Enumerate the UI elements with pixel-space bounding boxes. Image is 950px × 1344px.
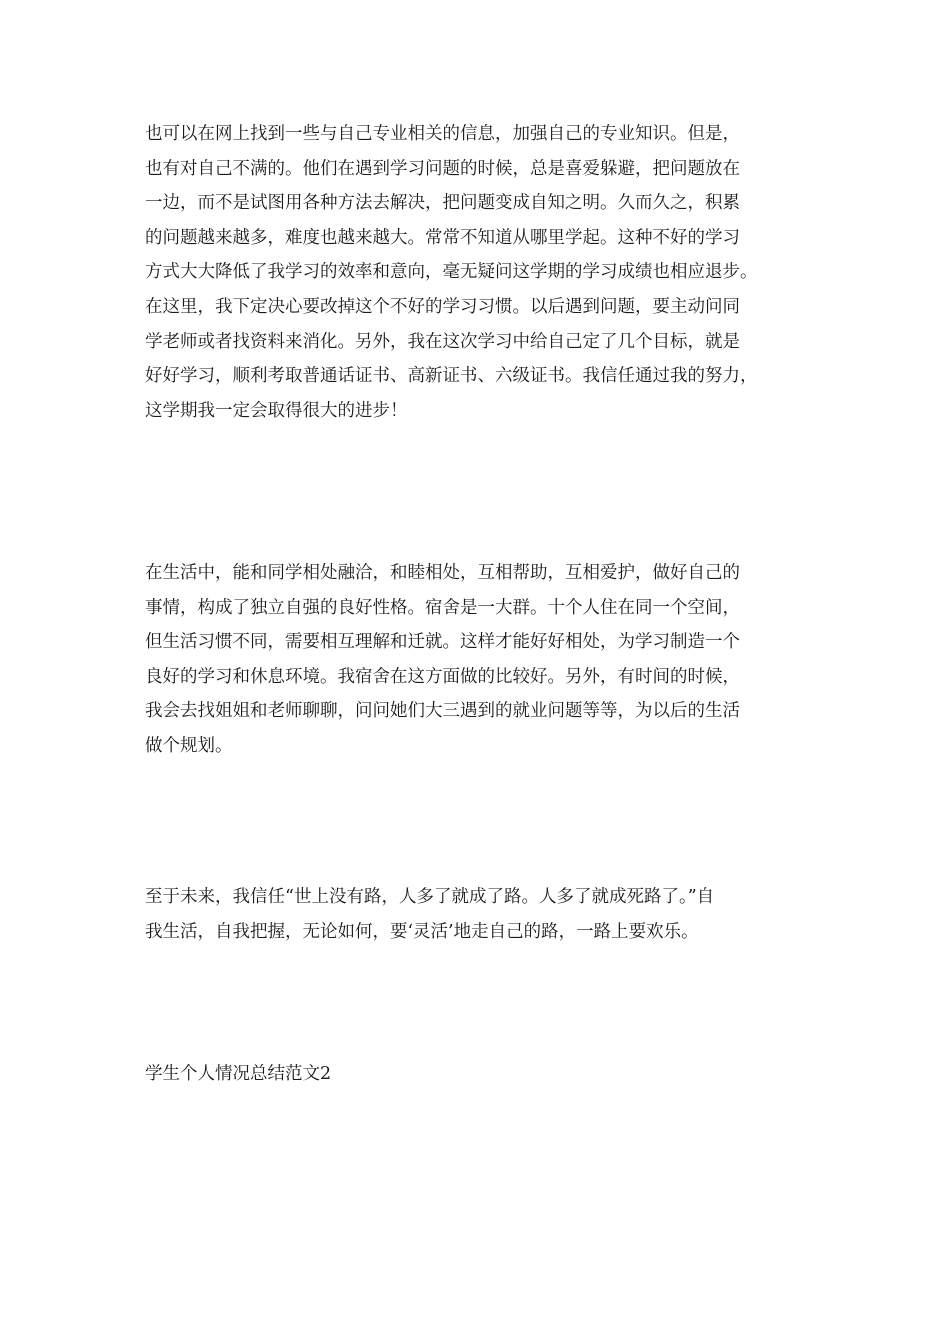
paragraph-future: 至于未来，我信任“世上没有路，人多了就成了路。人多了就成死路了。”自 我生活，自我把握，无论如何，要‘灵活’地走自己的路，一路上要欢乐。	[145, 887, 715, 942]
paragraph-life: 在生活中，能和同学相处融洽，和睦相处，互相帮助，互相爱护，做好自己的 事情，构成了独立自强的良好性格。宿舍是一大群。十个人住在同一个空间， 但生活习惯不同，需要相互理解和迁就。这样才能好好相处，为学习制造一个 良好的学习和休息环境。我宿舍在这方面做的比较好。另外，有时间的时候， 我会去找姐姐和老师聊聊，问问她们大三遇到的就业问题等等，为以后的生活 做个规划。	[145, 563, 740, 756]
section-heading: 学生个人情况总结范文2	[145, 1064, 332, 1084]
paragraph-study: 也可以在网上找到一些与自己专业相关的信息，加强自己的专业知识。但是， 也有对自己不满的。他们在遇到学习问题的时候，总是喜爱躲避，把问题放在 一边，而不是试图用各种方法去解决，把问题变成自知之明。久而久之，积累 的问题越来越多，难度也越来越大。常常不知道从哪里学起。这种不好的学习 方式大大降低了我学习的效率和意向，毫无疑问这学期的学习成绩也相应退步。 在这里，我下定决心要改掉这个不好的学习习惯。以后遇到问题，要主动问同 学老师或者找资料来消化。另外，我在这次学习中给自己定了几个目标，就是 好好学习，顺利考取普通话证书、高新证书、六级证书。我信任通过我的努力， 这学期我一定会取得很大的进步！	[145, 124, 758, 421]
